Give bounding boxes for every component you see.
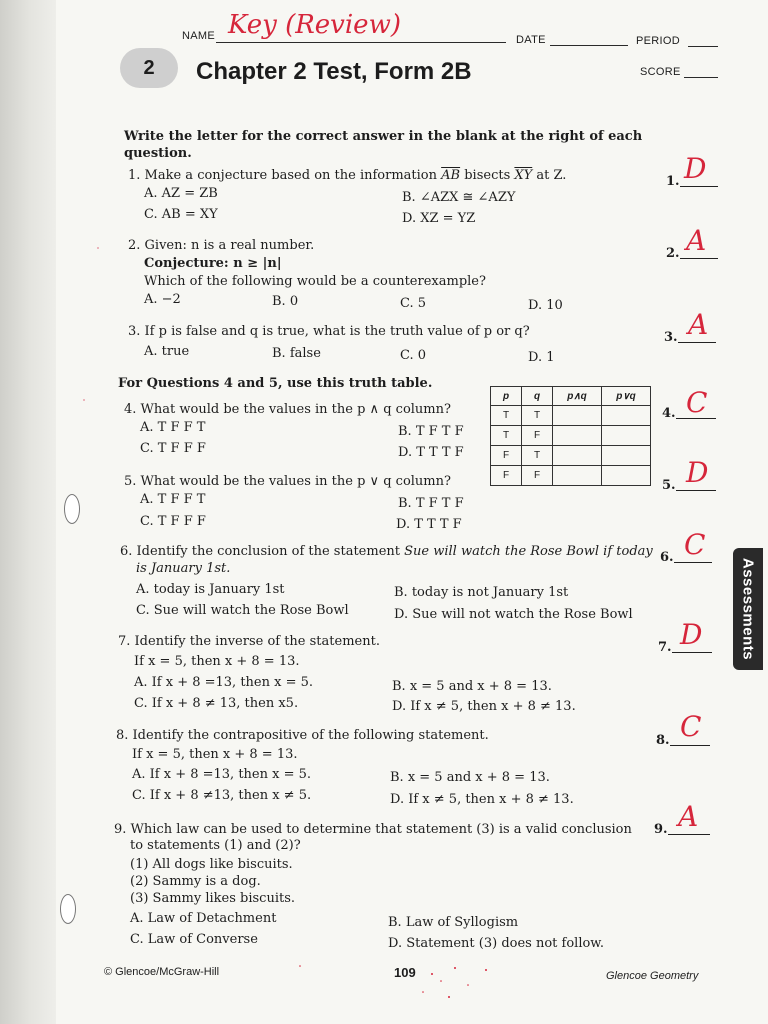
- answer-1: D: [684, 152, 707, 185]
- question-9-choice-d: D. Statement (3) does not follow.: [388, 936, 605, 951]
- truth-table-cell: F: [522, 466, 553, 486]
- name-handwriting: Key (Review): [228, 10, 401, 40]
- question-2-number: 2.: [128, 238, 141, 253]
- question-9-choice-c: C. Law of Converse: [130, 932, 258, 947]
- answer-blank-1-label: 1.: [666, 174, 680, 189]
- name-label: NAME: [182, 30, 215, 42]
- question-9-statement-3: (3) Sammy likes biscuits.: [130, 891, 296, 906]
- question-5-choice-d: D. T T T F: [396, 517, 462, 532]
- truth-table-header-p-and-q: p∧q: [553, 387, 602, 406]
- truth-table-cell: F: [522, 426, 553, 446]
- question-6-text: Identify the conclusion of the statement: [136, 544, 405, 559]
- truth-table-cell: T: [491, 426, 522, 446]
- answer-blank-4-label: 4.: [662, 406, 676, 421]
- question-1-text-pre: Make a conjecture based on the information: [144, 168, 442, 183]
- question-2-choice-a: A. −2: [144, 292, 181, 307]
- question-2-choice-b: B. 0: [272, 294, 299, 309]
- segment-xy: $\overline{XY}$: [514, 168, 533, 183]
- question-9-choice-a: A. Law of Detachment: [130, 911, 277, 926]
- question-4-text: What would be the values in the p ∧ q column?: [140, 402, 451, 417]
- answer-blank-2-label: 2.: [666, 246, 680, 261]
- answer-7: D: [680, 618, 703, 651]
- segment-ab: $\overline{AB}$: [441, 168, 461, 183]
- question-2-prompt: Which of the following would be a counterexample?: [144, 274, 486, 289]
- question-4-number: 4.: [124, 402, 137, 417]
- question-1-choice-a: A. AZ = ZB: [144, 186, 218, 201]
- question-3-number: 3.: [128, 324, 141, 339]
- question-9-choice-b: B. Law of Syllogism: [388, 915, 519, 930]
- truth-table-header-q: q: [522, 387, 553, 406]
- question-8-choice-c: C. If x + 8 ≠13, then x ≠ 5.: [132, 788, 312, 803]
- question-6-choice-d: D. Sue will not watch the Rose Bowl: [394, 607, 633, 622]
- answer-blank-5-label: 5.: [662, 478, 676, 493]
- question-6-number: 6.: [120, 544, 133, 559]
- question-8-choice-d: D. If x ≠ 5, then x + 8 ≠ 13.: [390, 792, 574, 807]
- question-2-choice-d: D. 10: [528, 298, 563, 313]
- answer-4: C: [686, 386, 708, 419]
- question-7-choice-d: D. If x ≠ 5, then x + 8 ≠ 13.: [392, 699, 576, 714]
- question-2-conjecture: Conjecture: n ≥ |n|: [144, 256, 282, 271]
- truth-table-cell: T: [522, 446, 553, 466]
- question-4-choice-a: A. T F F T: [140, 420, 206, 435]
- answer-blank-7-label: 7.: [658, 640, 672, 655]
- question-7-choice-a: A. If x + 8 =13, then x = 5.: [134, 675, 314, 690]
- question-2-given-text: Given: n is a real number.: [144, 238, 315, 253]
- question-1-choice-d: D. XZ = YZ: [402, 211, 476, 226]
- question-4-choice-d: D. T T T F: [398, 445, 464, 460]
- question-7-number: 7.: [118, 634, 131, 649]
- question-4-choice-c: C. T F F F: [140, 441, 206, 456]
- question-9-statement-1: (1) All dogs like biscuits.: [130, 857, 293, 872]
- footer-page-number: 109: [394, 965, 416, 980]
- question-5-text: What would be the values in the p ∨ q column?: [140, 474, 451, 489]
- question-1-number: 1.: [128, 168, 141, 183]
- answer-blank-6-label: 6.: [660, 550, 674, 565]
- truth-table-cell: T: [491, 406, 522, 426]
- answer-blank-3-label: 3.: [664, 330, 678, 345]
- score-label: SCORE: [640, 66, 681, 78]
- question-6-choice-a: A. today is January 1st: [136, 582, 285, 597]
- question-5-choice-c: C. T F F F: [140, 514, 206, 529]
- question-7-text: Identify the inverse of the statement.: [134, 634, 380, 649]
- truth-table-cell: T: [522, 406, 553, 426]
- period-label: PERIOD: [636, 35, 680, 47]
- page-title: Chapter 2 Test, Form 2B: [196, 58, 472, 85]
- answer-5: D: [686, 456, 709, 489]
- answer-8: C: [680, 710, 702, 743]
- answer-3: A: [688, 308, 709, 341]
- question-7-choice-b: B. x = 5 and x + 8 = 13.: [392, 679, 552, 694]
- question-3-choice-d: D. 1: [528, 350, 555, 365]
- date-label: DATE: [516, 34, 546, 46]
- instructions: Write the letter for the correct answer in the blank at the right of each question.: [124, 129, 643, 161]
- question-1-choice-b: B. ∠AZX ≅ ∠AZY: [402, 190, 516, 205]
- question-9-text-line2: to statements (1) and (2)?: [130, 838, 301, 853]
- question-8-statement: If x = 5, then x + 8 = 13.: [132, 747, 298, 762]
- question-5-choice-b: B. T F T F: [398, 496, 464, 511]
- footer-book-title: Glencoe Geometry: [606, 970, 699, 982]
- question-2-choice-c: C. 5: [400, 296, 427, 311]
- answer-blank-9-label: 9.: [654, 822, 668, 837]
- truth-table-section-intro: For Questions 4 and 5, use this truth table.: [118, 376, 433, 391]
- answer-blank-8-label: 8.: [656, 733, 670, 748]
- question-3-choice-a: A. true: [144, 344, 190, 359]
- question-8-text: Identify the contrapositive of the following statement.: [132, 728, 489, 743]
- question-1-text-mid: bisects: [460, 168, 515, 183]
- question-8-choice-a: A. If x + 8 =13, then x = 5.: [132, 767, 312, 782]
- question-4-choice-b: B. T F T F: [398, 424, 464, 439]
- truth-table-header-p: p: [491, 387, 522, 406]
- question-5-choice-a: A. T F F T: [140, 492, 206, 507]
- question-6-quoted-statement-line2: is January 1st.: [136, 561, 231, 576]
- question-1-text-post: at Z.: [532, 168, 567, 183]
- question-7-choice-c: C. If x + 8 ≠ 13, then x5.: [134, 696, 299, 711]
- question-8-choice-b: B. x = 5 and x + 8 = 13.: [390, 770, 550, 785]
- truth-table-cell: F: [491, 466, 522, 486]
- question-9-text: Which law can be used to determine that statement (3) is a valid conclusion: [130, 822, 632, 837]
- answer-2: A: [686, 224, 707, 257]
- answer-6: C: [684, 528, 706, 561]
- question-6-quoted-statement: Sue will watch the Rose Bowl if today: [404, 544, 653, 559]
- question-3-choice-b: B. false: [272, 346, 321, 361]
- answer-9: A: [678, 800, 699, 833]
- question-1-choice-c: C. AB = XY: [144, 207, 218, 222]
- truth-table-cell: F: [491, 446, 522, 466]
- question-9-statement-2: (2) Sammy is a dog.: [130, 874, 261, 889]
- question-9-number: 9.: [114, 822, 127, 837]
- question-8-number: 8.: [116, 728, 129, 743]
- question-5-number: 5.: [124, 474, 137, 489]
- question-3-text: If p is false and q is true, what is the truth value of p or q?: [144, 324, 530, 339]
- assessments-tab-label: Assessments: [739, 557, 757, 661]
- question-7-statement: If x = 5, then x + 8 = 13.: [134, 654, 300, 669]
- truth-table-header-p-or-q: p∨q: [602, 387, 651, 406]
- question-6-choice-c: C. Sue will watch the Rose Bowl: [136, 603, 349, 618]
- chapter-number: 2: [143, 56, 155, 79]
- footer-copyright: © Glencoe/McGraw-Hill: [104, 966, 220, 978]
- question-3-choice-c: C. 0: [400, 348, 427, 363]
- question-6-choice-b: B. today is not January 1st: [394, 585, 569, 600]
